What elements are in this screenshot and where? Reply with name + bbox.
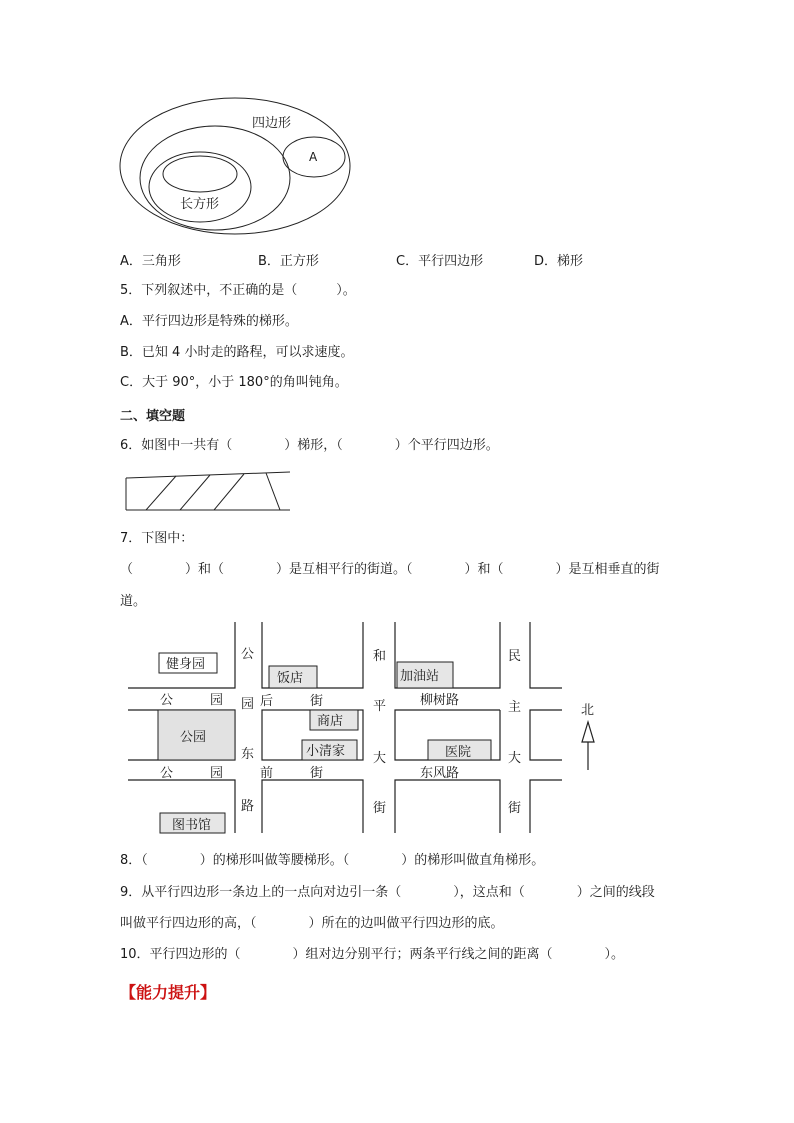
q8-text: 8．（ ）的梯形叫做等腰梯形。（ ）的梯形叫做直角梯形。 [120, 853, 545, 868]
gas-station-label: 加油站 [400, 669, 440, 684]
street-map [120, 618, 610, 840]
street-heping-2: 平 [373, 699, 387, 714]
q5-option-c: C．大于 90°，小于 180°的角叫钝角。 [120, 375, 348, 390]
north-arrow-icon [582, 722, 594, 742]
block-sw-mid [262, 780, 363, 833]
q4-option-c: C．平行四边形 [396, 254, 484, 269]
q4-option-a: A．三角形 [120, 254, 181, 269]
q9-line1: 9．从平行四边形一条边上的一点向对边引一条（ ），这点和（ ）之间的线段 [120, 885, 655, 900]
q7-stem: 7．下图中： [120, 531, 194, 546]
street-dongfeng-road: 东风路 [420, 766, 460, 781]
shop-label: 商店 [317, 714, 344, 729]
q4-option-d: D．梯形 [534, 254, 584, 269]
street-gongyuan-bottom-2: 园 [210, 766, 224, 781]
venn-rectangle-label: 长方形 [180, 197, 220, 212]
street-gongyuan-bottom-1: 公 [160, 766, 174, 781]
q6-figure [122, 468, 294, 514]
venn-quadrilateral-label: 四边形 [252, 116, 292, 131]
block-ne [530, 622, 562, 688]
park-label: 公园 [180, 730, 207, 745]
north-label: 北 [581, 703, 595, 718]
street-gongyuan-east-4: 路 [241, 799, 255, 814]
street-heping-3: 大 [373, 751, 387, 766]
block-se-mid [395, 780, 500, 833]
street-minzhu-3: 大 [508, 751, 522, 766]
q6-text: 6．如图中一共有（ ）梯形，（ ）个平行四边形。 [120, 438, 499, 453]
street-minzhu-2: 主 [508, 700, 522, 715]
q5-option-a: A．平行四边形是特殊的梯形。 [120, 314, 298, 329]
block-se [530, 780, 562, 833]
street-gongyuan-east-2: 园 [241, 697, 255, 712]
street-liushu-road: 柳树路 [420, 693, 460, 708]
street-heping-4: 街 [373, 801, 387, 816]
q9-line2: 叫做平行四边形的高，（ ）所在的边叫做平行四边形的底。 [120, 916, 504, 931]
street-minzhu-4: 街 [508, 801, 522, 816]
restaurant-label: 饭店 [277, 671, 304, 686]
street-qianjie-1: 前 [260, 766, 274, 781]
venn-diagram [110, 90, 370, 245]
quadrilateral-ellipse [140, 126, 290, 230]
venn-a-label: A [309, 150, 318, 164]
street-gongyuan-top-1: 公 [160, 693, 174, 708]
section-heading: 二、填空题 [120, 409, 186, 424]
street-minzhu-1: 民 [508, 649, 522, 664]
inner-ellipse [163, 156, 237, 192]
library-label: 图书馆 [172, 818, 212, 833]
gym-label: 健身园 [166, 657, 206, 672]
street-heping-1: 和 [373, 649, 387, 664]
street-gongyuan-east-3: 东 [241, 747, 255, 762]
q5-stem: 5．下列叙述中，不正确的是（ ）。 [120, 283, 356, 298]
q10-text: 10．平行四边形的（ ）组对边分别平行；两条平行线之间的距离（ ）。 [120, 947, 625, 962]
street-houjie-1: 后 [260, 694, 274, 709]
hospital-label: 医院 [445, 745, 472, 760]
street-gongyuan-east-1: 公 [241, 647, 255, 662]
q5-option-b: B．已知 4 小时走的路程，可以求速度。 [120, 345, 354, 360]
xiaoqing-home-label: 小清家 [306, 744, 346, 759]
street-gongyuan-top-2: 园 [210, 693, 224, 708]
ability-heading: 【能力提升】 [120, 983, 217, 1002]
q7-line1: （ ）和（ ）是互相平行的街道。（ ）和（ ）是互相垂直的街 [120, 562, 660, 577]
street-houjie-2: 街 [310, 694, 324, 709]
block-east [530, 710, 562, 760]
street-qianjie-2: 街 [310, 766, 324, 781]
q7-line2: 道。 [120, 594, 147, 609]
outer-ellipse [120, 98, 350, 234]
q4-option-b: B．正方形 [258, 254, 319, 269]
